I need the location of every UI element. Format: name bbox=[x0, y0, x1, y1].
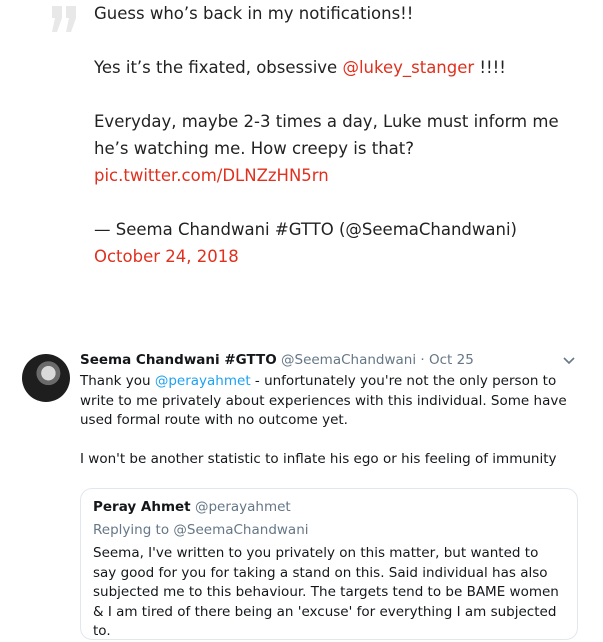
avatar[interactable] bbox=[22, 354, 70, 402]
quote-mark-icon bbox=[50, 4, 80, 34]
chevron-down-icon[interactable] bbox=[562, 356, 576, 366]
author-name[interactable]: Seema Chandwani #GTTO bbox=[80, 352, 277, 368]
quoted-author-name: Peray Ahmet bbox=[93, 499, 191, 515]
mention-link-perayahmet[interactable]: @perayahmet bbox=[154, 373, 251, 389]
tweet-text: Thank you @perayahmet - unfortunately you're not the only person to write to me privately about experiences with this individual. Some have used formal route with no outcome yet. bbox=[80, 373, 567, 428]
pic-link-row bbox=[94, 162, 564, 189]
embedded-blockquote bbox=[94, 0, 564, 270]
tweet-header bbox=[80, 352, 474, 368]
tweet-date[interactable]: Oct 25 bbox=[428, 352, 474, 368]
quoted-tweet-card[interactable] bbox=[80, 488, 578, 640]
quote-line-1: Guess who’s back in my notifications!! bbox=[94, 4, 414, 23]
date-link[interactable]: October 24, 2018 bbox=[94, 247, 239, 266]
tweet-text-2: I won't be another statistic to inflate his ego or his feeling of immunity bbox=[80, 451, 557, 467]
tweet-body bbox=[80, 372, 580, 470]
author-handle[interactable]: @SeemaChandwani bbox=[281, 352, 417, 368]
quoted-text: Seema, I've written to you privately on this matter, but wanted to say good for you for taking a stand on this. Said individual has also subjected me to this behaviour. The targets tend to be BAME women & I am tired of there being an 'excuse' for everything I am subjected to. bbox=[93, 545, 559, 639]
dot-separator: · bbox=[416, 352, 429, 368]
quoted-header bbox=[93, 499, 565, 515]
mention-link-lukey[interactable]: @lukey_stanger bbox=[342, 58, 475, 77]
quote-line-2: Yes it’s the fixated, obsessive @lukey_stanger !!!! bbox=[94, 58, 506, 77]
quote-attribution: — Seema Chandwani #GTTO (@SeemaChandwani) October 24, 2018 bbox=[94, 220, 517, 266]
replying-to: Replying to @SeemaChandwani bbox=[93, 522, 309, 538]
quoted-author-handle: @perayahmet bbox=[194, 499, 291, 515]
pic-twitter-link[interactable]: pic.twitter.com/DLNZzHN5rn bbox=[94, 166, 329, 185]
quote-line-3: Everyday, maybe 2-3 times a day, Luke must inform me he’s watching me. How creepy is that? bbox=[94, 112, 559, 158]
